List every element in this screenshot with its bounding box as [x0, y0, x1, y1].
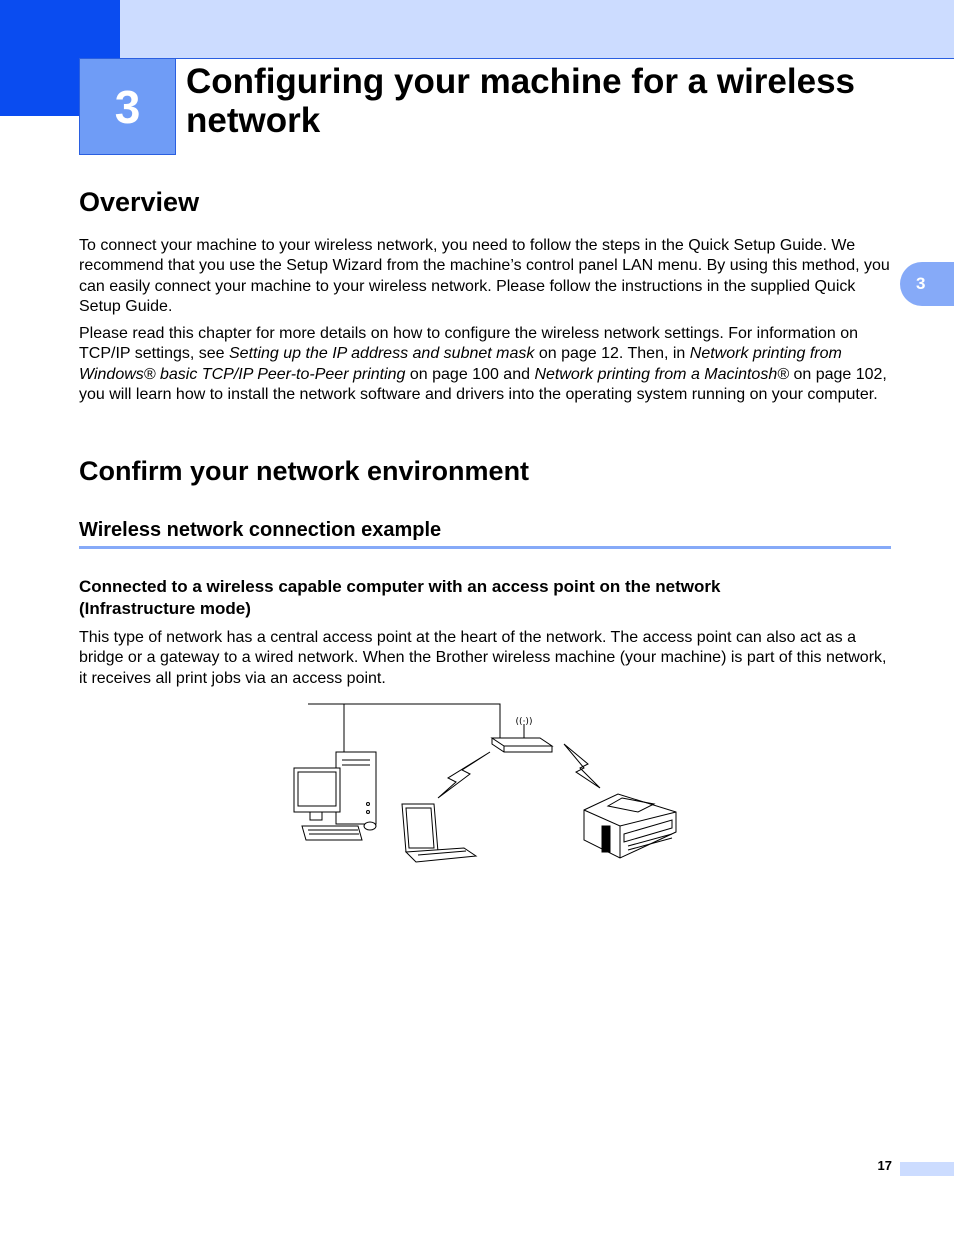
link-ip-address-subnet[interactable]: Setting up the IP address and subnet mask: [229, 345, 535, 363]
chapter-title: Configuring your machine for a wireless network: [186, 62, 856, 140]
section-rule: [79, 546, 891, 549]
link-macintosh-printing[interactable]: Network printing from a Macintosh®: [534, 365, 789, 383]
header-band-light: [120, 0, 954, 59]
chapter-number: 3: [114, 80, 141, 133]
overview-heading: Overview: [79, 187, 200, 217]
page-number-bar: [900, 1162, 954, 1176]
text-run: on page 100 and: [405, 365, 535, 383]
link-windows-peer-printing[interactable]: Network printing from Windows® basic TCP/IP Peer-to-Peer printing: [79, 345, 842, 383]
mfc-printer-icon: [584, 794, 676, 858]
access-point-icon: [492, 724, 552, 752]
svg-text:((·)): ((·)): [515, 717, 533, 727]
infrastructure-subheading: Connected to a wireless capable computer with an access point on the network (Infrastructure mode): [79, 577, 721, 618]
overview-paragraph-1: To connect your machine to your wireless network, you need to follow the steps in the Quick Setup Guide. We recommend that you use the Setup Wizard from the machine’s control panel LAN menu. By using this method, you can easily connect your machine to your wireless network. Please follow the instructions in the supplied Quick Setup Guide.: [79, 237, 890, 316]
desktop-computer-icon: [294, 752, 376, 840]
page-number: 17: [877, 1158, 892, 1173]
side-tab-label: 3: [916, 274, 926, 293]
chapter-number-box: [79, 58, 176, 155]
network-diagram: [288, 700, 688, 870]
text-run: on page 12. Then, in: [534, 345, 690, 363]
overview-paragraph-2: [79, 324, 891, 406]
laptop-icon: [402, 804, 476, 862]
wireless-signal-icon: [438, 717, 600, 798]
confirm-heading: Confirm your network environment: [79, 456, 530, 486]
wired-connection-line: [308, 704, 500, 752]
text-run: Please read this chapter for more details on how to configure the wireless network settings. For information on TCP/IP settings, see: [79, 325, 859, 363]
text-run: on page 102, you will learn how to install the network software and drivers into the operating system running on your computer.: [79, 365, 887, 404]
infrastructure-paragraph: This type of network has a central access point at the heart of the network. The access point can also act as a bridge or a gateway to a wired network. When the Brother wireless machine (your machine) is part of this network, it receives all print jobs via an access point.: [79, 629, 887, 687]
chapter-side-tab[interactable]: [900, 262, 954, 306]
example-heading: Wireless network connection example: [79, 519, 442, 541]
